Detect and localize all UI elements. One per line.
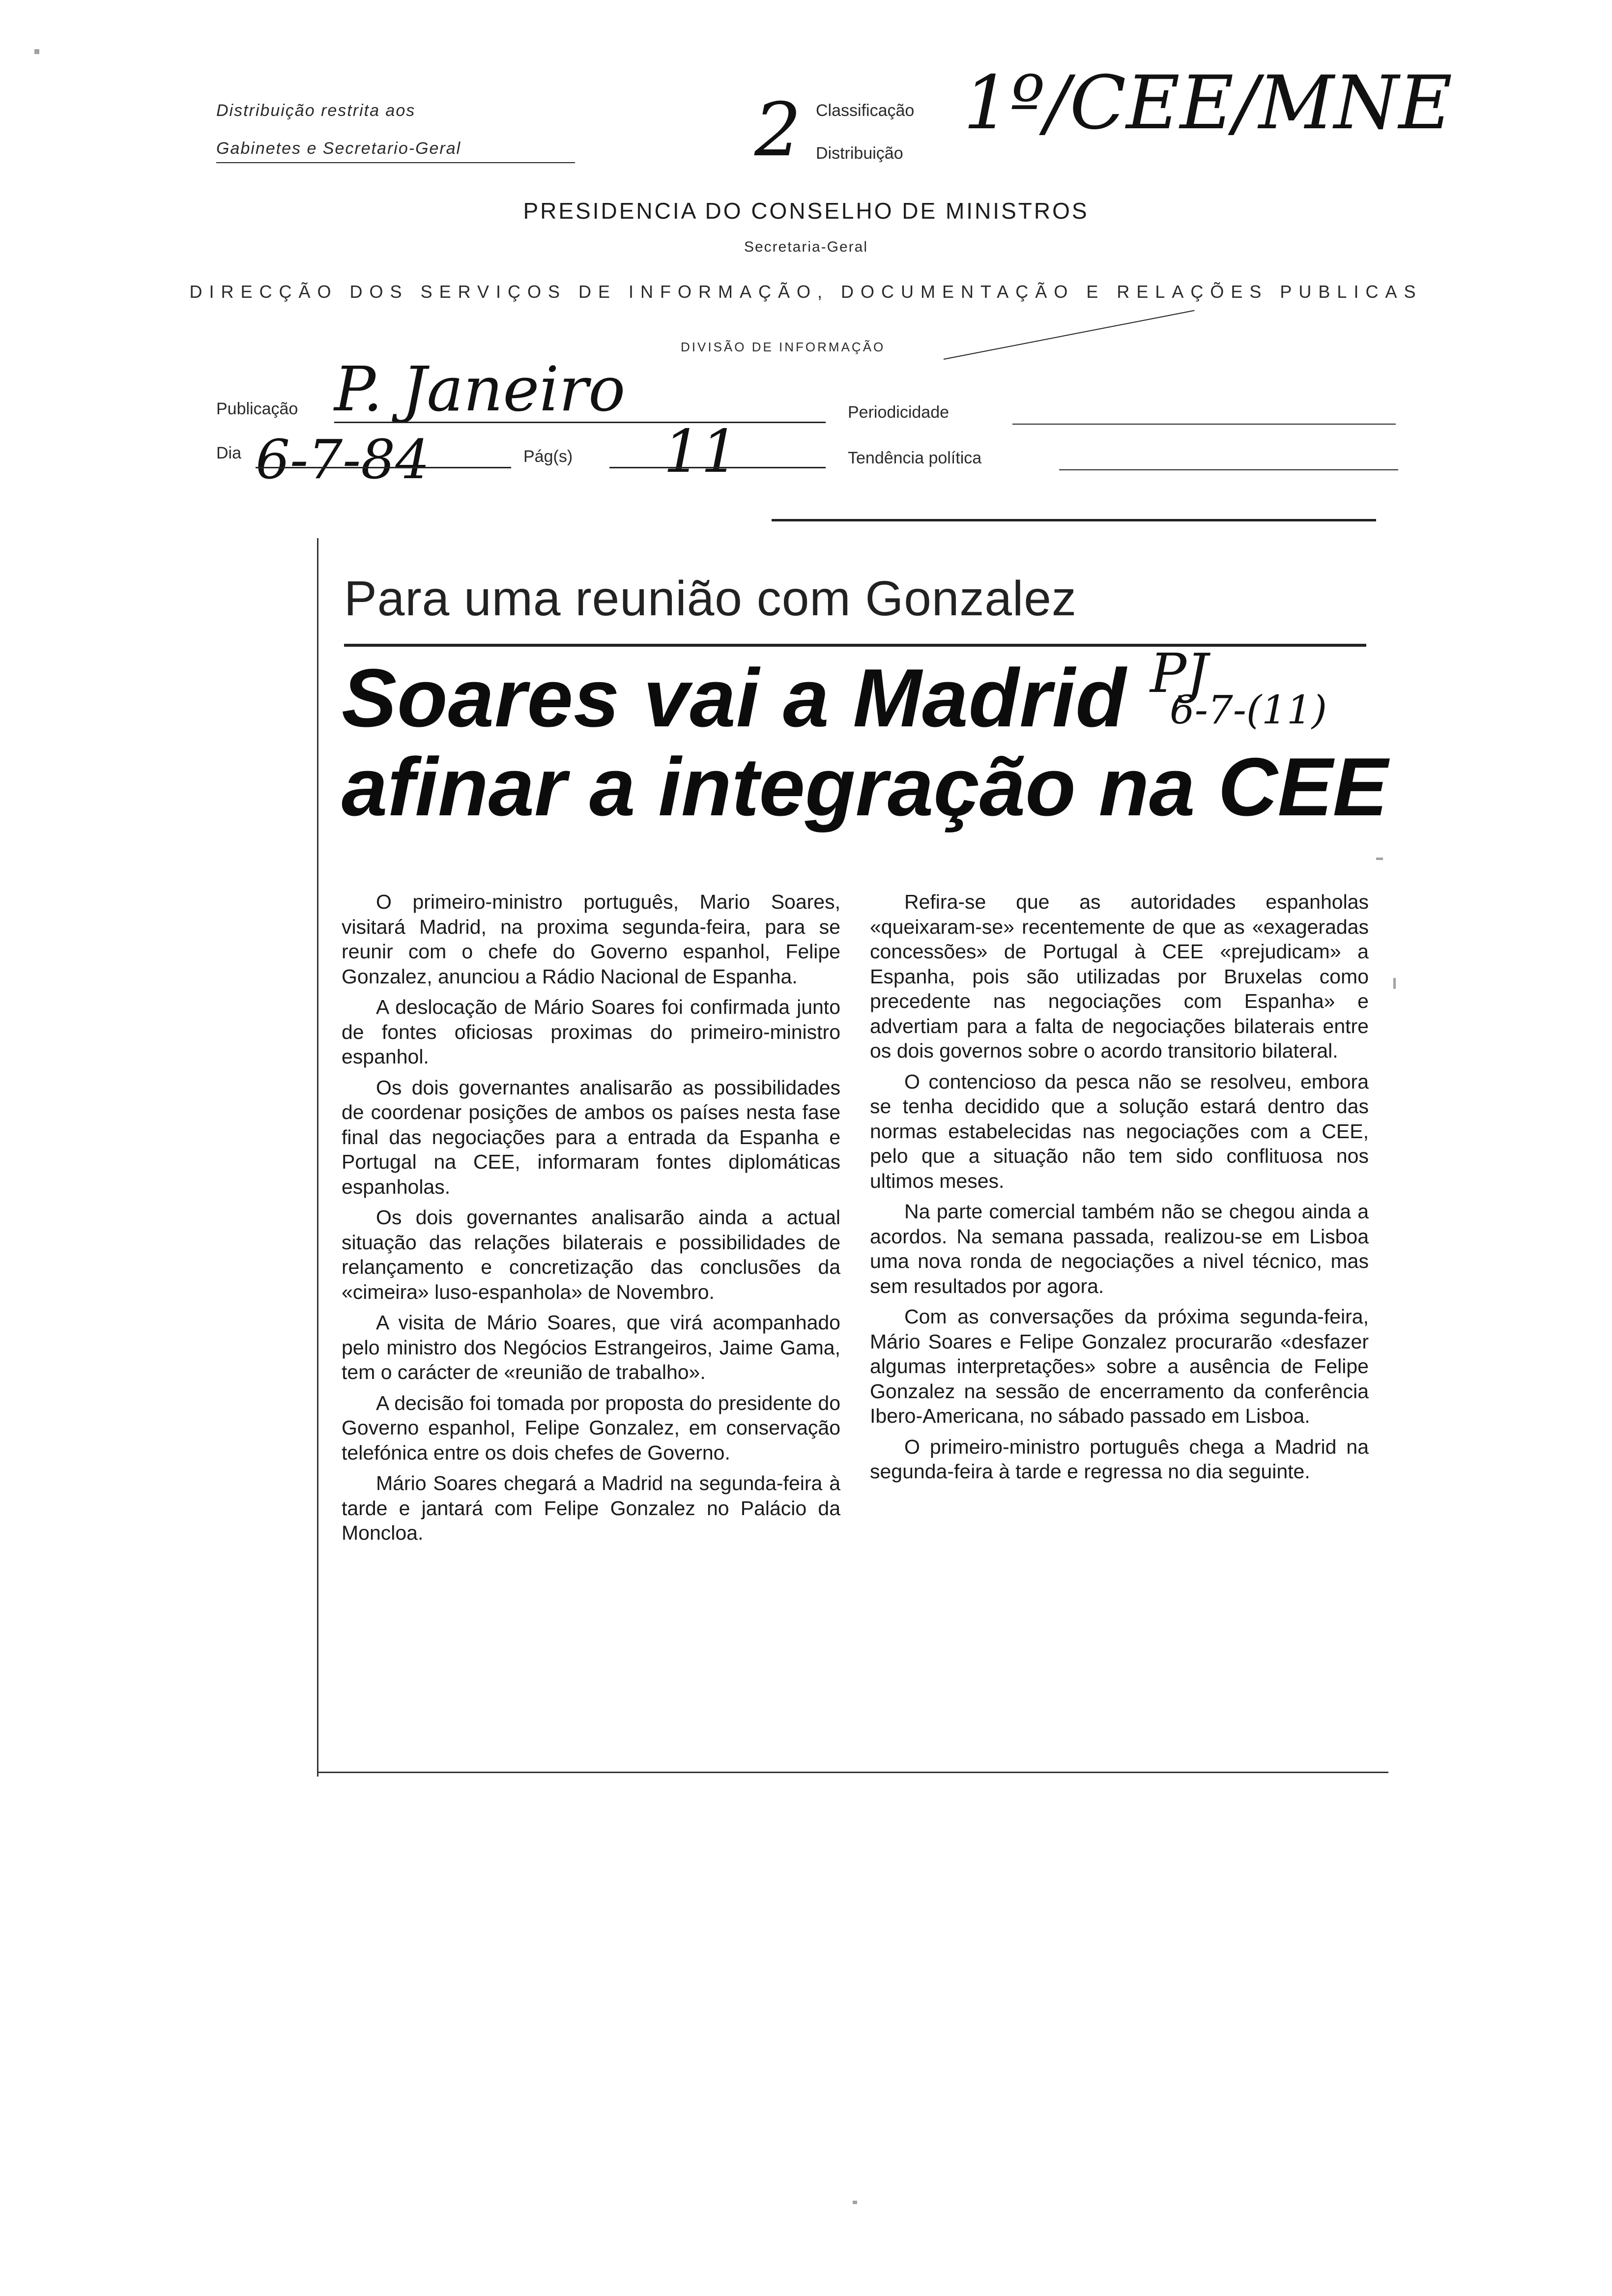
headline-line1: Soares vai a Madrid [342, 652, 1127, 744]
article-paragraph: Refira-se que as autoridades espanholas «queixaram-se» recentemente de que as «exageradas concessões» de Portugal à CEE «prejudicam» a Espanha, pois são utilizadas por Bruxelas como precedente nas negociações com Espanha» e advertiam para a falta de negociações bilaterais entre os dois governos sobre o acordo transitorio bilateral. [870, 890, 1369, 1062]
date-line [256, 467, 511, 468]
pages-handwritten: 11 [663, 418, 739, 486]
political-tendency-label: Tendência política [848, 449, 982, 467]
headline-note-top: PJ [1150, 642, 1209, 705]
kicker-rule [344, 644, 1366, 647]
scan-speck [1376, 858, 1383, 860]
scan-speck [1393, 978, 1396, 989]
classification-mark-handwritten: 1º/CEE/MNE [963, 60, 1453, 146]
article-paragraph: O primeiro-ministro português, Mario Soares, visitará Madrid, na proxima segunda-feira, para se reunir com o chefe do Governo espanhol, Felipe Gonzalez, anunciou a Rádio Nacional de Espanha. [342, 890, 840, 988]
article-paragraph: O primeiro-ministro português chega a Madrid na segunda-feira à tarde e regressa no dia seguinte. [870, 1435, 1369, 1483]
classification-label: Classificação [816, 101, 915, 120]
article-headline [342, 654, 1388, 832]
distribution-underline [216, 162, 575, 163]
article-right-column [870, 890, 1369, 1490]
clipping-bottom-rule [317, 1772, 1388, 1773]
headline-line2: afinar a integração na CEE [342, 741, 1388, 833]
headline-note-bottom: 6-7-(11) [1170, 687, 1327, 733]
distribution-restriction-line2: Gabinetes e Secretario-Geral [216, 139, 461, 158]
organization-title: PRESIDENCIA DO CONSELHO DE MINISTROS [523, 198, 1089, 224]
article-paragraph: Os dois governantes analisarão ainda a actual situação das relações bilaterais e possibilidades de relançamento e concretização das conclusões da «cimeira» luso-espanhola» de Novembro. [342, 1206, 840, 1303]
scan-speck [853, 2201, 857, 2204]
publication-line [334, 422, 826, 423]
periodicity-label: Periodicidade [848, 403, 950, 422]
pages-label: Pág(s) [523, 447, 573, 466]
article-paragraph: Mário Soares chegará a Madrid na segunda-feira à tarde e jantará com Felipe Gonzalez no Palácio da Moncloa. [342, 1472, 840, 1544]
date-handwritten: 6-7-84 [256, 428, 430, 491]
article-paragraph: A visita de Mário Soares, que virá acompanhado pelo ministro dos Negócios Estrangeiros, Jaime Gama, tem o carácter de «reunião de trabalho». [342, 1311, 840, 1383]
article-kicker: Para uma reunião com Gonzalez [344, 571, 1077, 626]
clipping-top-rule [772, 519, 1376, 521]
distribution-restriction-line1: Distribuição restrita aos [216, 101, 416, 120]
organization-division: DIVISÃO DE INFORMAÇÃO [681, 340, 886, 354]
political-tendency-line [1059, 469, 1398, 470]
date-label: Dia [216, 444, 242, 462]
article-paragraph: Com as conversações da próxima segunda-feira, Mário Soares e Felipe Gonzalez procurarão «desfazer algumas interpretações» sobre a ausência de Felipe Gonzalez na sessão de encerramento da conferência Ibero-Americana, no sábado passado em Lisboa. [870, 1305, 1369, 1427]
scan-speck [34, 49, 39, 54]
periodicity-line [1012, 424, 1396, 425]
publication-handwritten: P. Janeiro [334, 354, 626, 425]
article-paragraph: O contencioso da pesca não se resolveu, embora se tenha decidido que a solução estará dentro das normas estabelecidas nas negociações com a CEE, pelo que a situação não tem sido conflituosa nos ultimos meses. [870, 1070, 1369, 1192]
article-paragraph: Os dois governantes analisarão as possibilidades de coordenar posições de ambos os países nesta fase final das negociações para a entrada da Espanha e Portugal na CEE, informaram fontes diplomáticas espanholas. [342, 1076, 840, 1198]
article-paragraph: A decisão foi tomada por proposta do presidente do Governo espanhol, Felipe Gonzalez, em conservação telefónica entre os dois chefes de Governo. [342, 1391, 840, 1464]
article-left-column [342, 890, 840, 1551]
distribution-label: Distribuição [816, 144, 903, 163]
classification-code-handwritten: 2 [754, 87, 802, 173]
publication-label: Publicação [216, 400, 298, 418]
article-paragraph: A deslocação de Mário Soares foi confirmada junto de fontes oficiosas proximas do primeiro-ministro espanhol. [342, 996, 840, 1068]
organization-direction: DIRECÇÃO DOS SERVIÇOS DE INFORMAÇÃO, DOCUMENTAÇÃO E RELAÇÕES PUBLICAS [189, 282, 1423, 302]
organization-subtitle: Secretaria-Geral [744, 239, 868, 255]
division-stroke [944, 310, 1195, 360]
article-paragraph: Na parte comercial também não se chegou ainda a acordos. Na semana passada, realizou-se em Lisboa uma nova ronda de negociações a nivel técnico, mas sem resultados por agora. [870, 1200, 1369, 1297]
pages-line [609, 467, 826, 468]
